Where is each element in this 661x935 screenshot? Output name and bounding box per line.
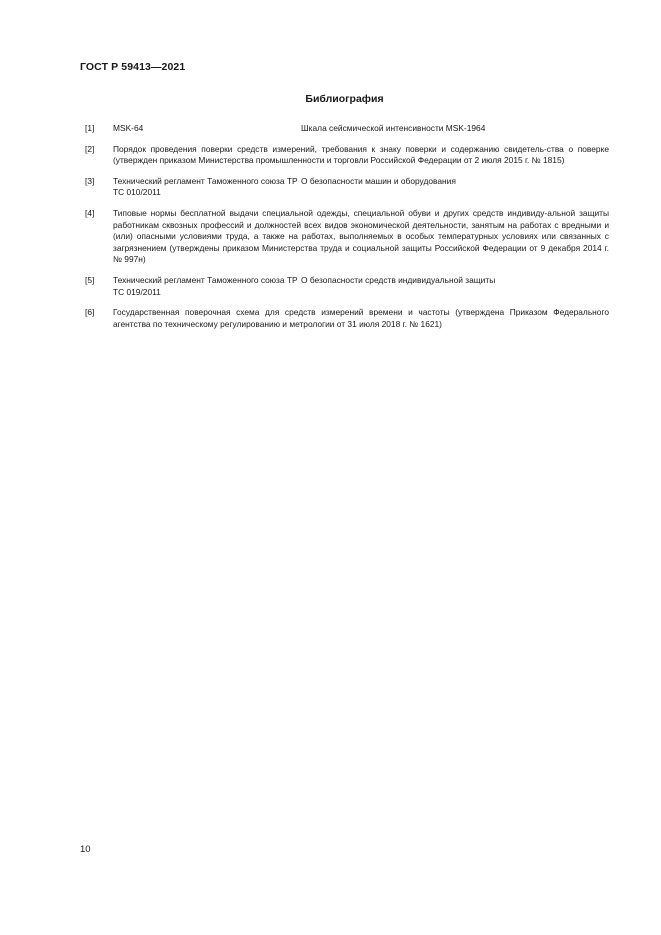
bibliography-item-1 — [80, 123, 609, 135]
bibliography-item-3 — [80, 176, 609, 199]
bibliography-item-number: [4] — [85, 207, 95, 218]
bibliography-item-number: [1] — [85, 123, 95, 133]
bibliography-item-title: О безопасности машин и оборудования — [301, 175, 456, 186]
bibliography-item-text: Порядок проведения поверки средств измерений, требования к знаку поверки и содержанию свидетель-ства о поверке (утвержден приказом Министерства промышленности и торговли Российской Федерации от 2 июля 2015 г. № 1815) — [113, 143, 609, 166]
bibliography-item-6 — [80, 307, 609, 330]
bibliography-item-4 — [80, 208, 609, 266]
bibliography-item-title: О безопасности средств индивидуальной защиты — [301, 274, 496, 285]
bibliography-item-title: Шкала сейсмической интенсивности MSK-1964 — [301, 123, 486, 133]
bibliography-item-number: [3] — [85, 175, 95, 186]
bibliography-title: Библиография — [305, 93, 384, 105]
bibliography-list — [80, 123, 609, 339]
bibliography-item-text: Типовые нормы бесплатной выдачи специальной одежды, специальной обуви и других средств индивиду-альной защиты работникам сквозных профессий и должностей всех видов экономической деятельности, занятым на работах с вредными и (или) опасными условиями труда, а также на работах, выполняемых в особых температурных условиях или связанных с загрязнением (утверждены приказом Министерства труда и социальной защиты Российской Федерации от 9 декабря 2014 г. № 997н) — [113, 207, 609, 265]
bibliography-item-5 — [80, 275, 609, 298]
bibliography-item-designation: Технический регламент Таможенного союза ТР ТС 010/2011 — [113, 175, 298, 198]
bibliography-item-designation: Технический регламент Таможенного союза ТР ТС 019/2011 — [113, 274, 298, 297]
bibliography-item-number: [2] — [85, 143, 95, 154]
bibliography-item-text: Государственная поверочная схема для средств измерений времени и частоты (утверждена Приказом Федерального агентства по техническому регулированию и метрологии от 31 июля 2018 г. № 1621) — [113, 307, 609, 329]
bibliography-item-2 — [80, 144, 609, 167]
bibliography-item-number: [6] — [85, 307, 95, 318]
standard-id-header: ГОСТ Р 59413—2021 — [80, 61, 186, 73]
bibliography-item-designation: MSK-64 — [113, 123, 144, 133]
bibliography-item-number: [5] — [85, 274, 95, 285]
page-number: 10 — [80, 844, 91, 855]
